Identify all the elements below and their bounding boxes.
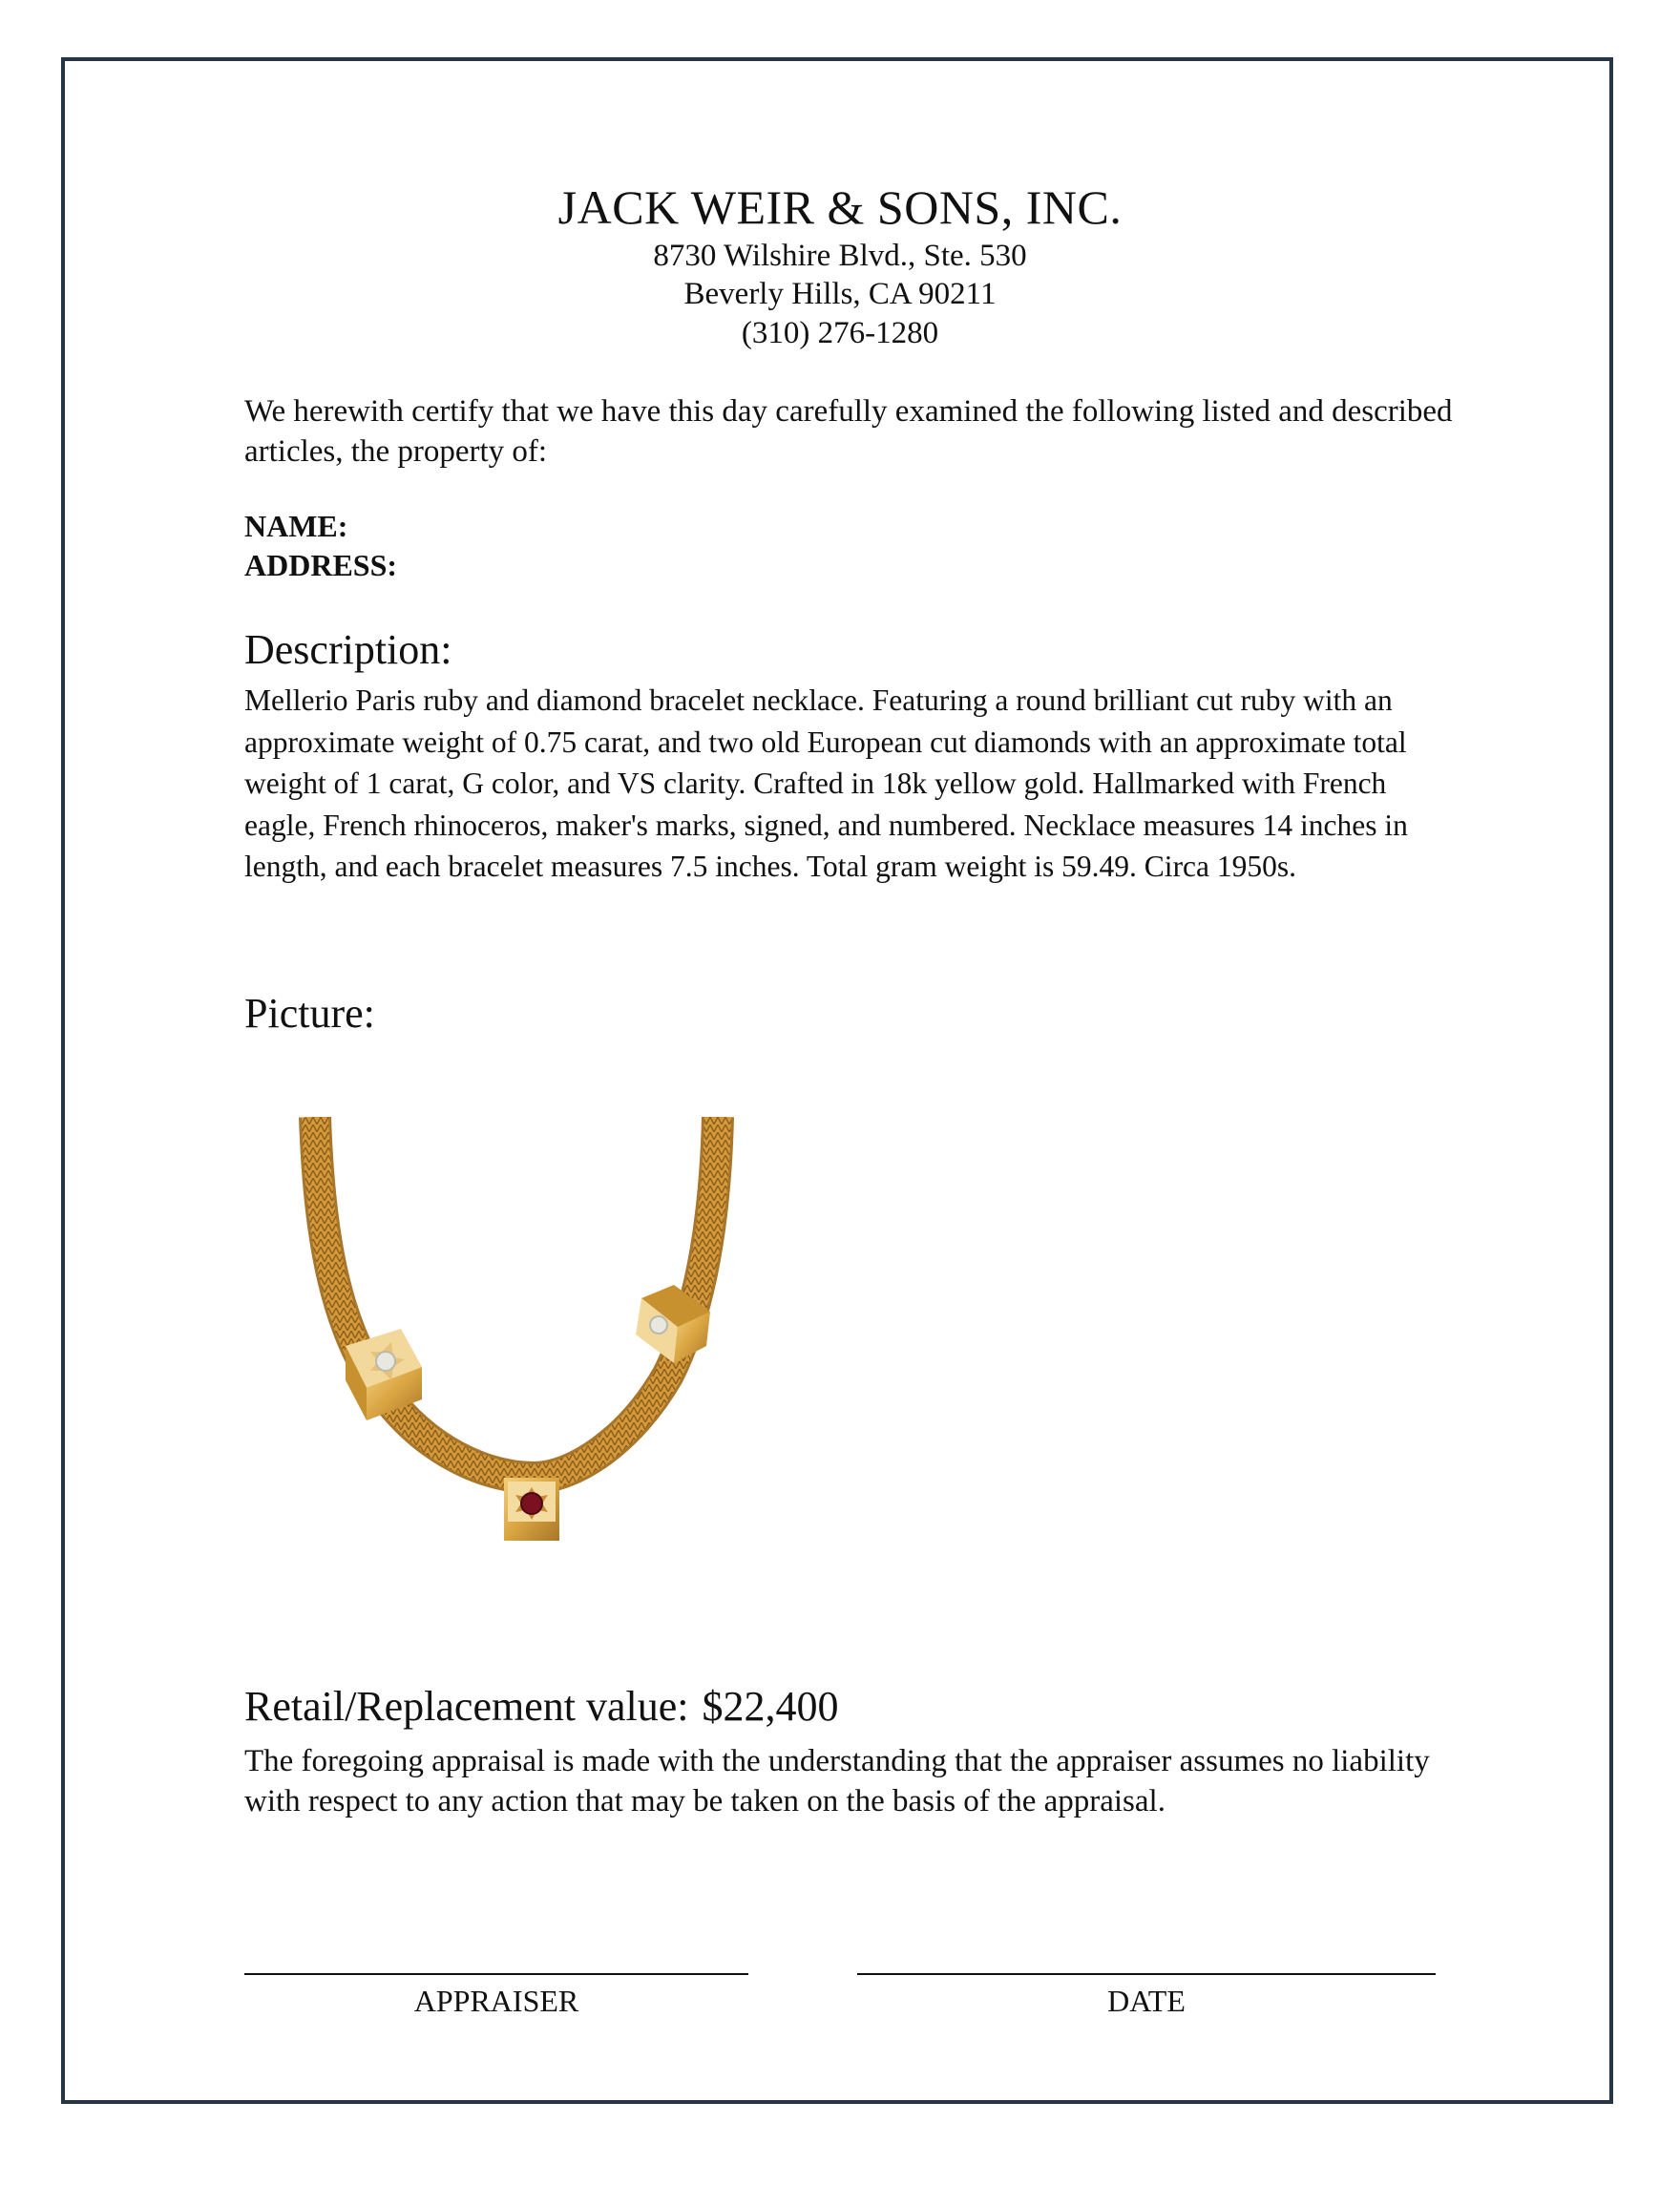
address-label: ADDRESS: [244,548,398,582]
necklace-illustration [286,1117,802,1604]
company-address-line1: 8730 Wilshire Blvd., Ste. 530 [653,239,1027,273]
description-heading: Description: [244,626,452,673]
valuation-line [244,1682,838,1731]
appraiser-label: APPRAISER [413,1984,579,2018]
valuation-amount: $22,400 [702,1683,839,1730]
company-phone: (310) 276-1280 [741,316,939,350]
date-label: DATE [1107,1984,1186,2018]
picture-heading: Picture: [244,990,375,1037]
name-label: NAME: [244,509,348,543]
date-signature-line [857,1973,1436,1975]
certification-intro: We herewith certify that we have this day carefully examined the following listed and described articles, the property of: [244,394,1453,469]
disclaimer-text: The foregoing appraisal is made with the understanding that the appraiser assumes no liability with respect to any action that may be taken on the basis of the appraisal. [244,1744,1430,1818]
company-name: JACK WEIR & SONS, INC. [557,180,1123,234]
valuation-label: Retail/Replacement value: [244,1683,689,1730]
company-address-line2: Beverly Hills, CA 90211 [683,277,997,311]
ruby-cube-center [504,1478,559,1541]
necklace-photo [286,1117,802,1604]
description-text: Mellerio Paris ruby and diamond bracelet necklace. Featuring a round brilliant cut ruby with an approximate weight of 0.75 carat, and two old European cut diamonds with an approximate total weight of 1 carat, G color, and VS clarity. Crafted in 18k yellow gold. Hallmarked with French eagle, French rhinoceros, maker's marks, signed, and numbered. Necklace measures 14 inches in length, and each bracelet measures 7.5 inches. Total gram weight is 59.49. Circa 1950s. [244,683,1408,883]
appraiser-signature-line [244,1973,748,1975]
